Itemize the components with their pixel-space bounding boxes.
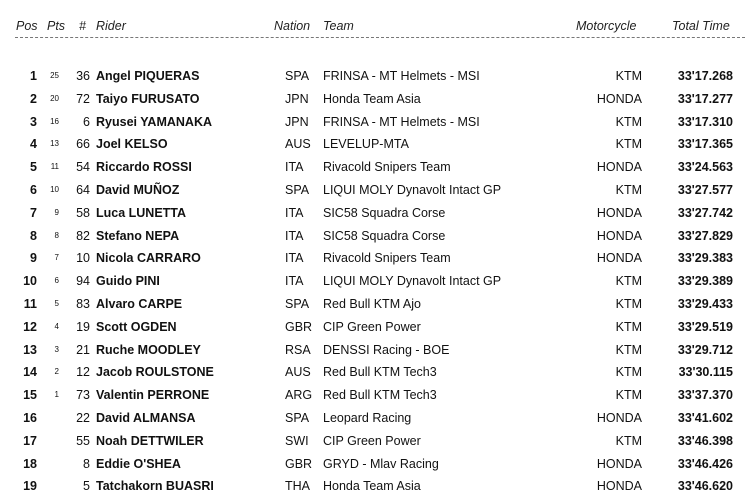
cell-team: Honda Team Asia [323,479,421,494]
cell-motorcycle: HONDA [596,91,642,106]
cell-motorcycle: KTM [615,274,642,289]
cell-rider-name: Ruche MOODLEY [96,342,201,357]
cell-total-time: 33'37.370 [677,388,733,403]
cell-position: 1 [30,69,37,83]
cell-total-time: 33'17.365 [677,137,733,152]
cell-team: DENSSI Racing - BOE [323,342,450,357]
cell-total-time: 33'29.519 [677,319,733,334]
cell-rider-name: Nicola CARRARO [96,251,201,266]
cell-position: 15 [23,388,37,403]
cell-points: 9 [54,207,59,217]
cell-rider-name: Ryusei YAMANAKA [96,114,213,129]
cell-motorcycle: HONDA [596,479,642,494]
cell-nation: JPN [285,91,309,106]
cell-total-time: 33'27.742 [677,205,733,220]
cell-total-time: 33'27.577 [677,183,733,197]
cell-rider-name: Alvaro CARPE [96,297,183,311]
cell-total-time: 33'17.268 [677,69,733,83]
cell-points: 16 [50,116,59,126]
header-rider: Rider [96,19,126,33]
cell-position: 9 [30,251,37,266]
cell-team: FRINSA - MT Helmets - MSI [323,69,480,83]
cell-rider-number: 22 [76,411,90,425]
cell-position: 3 [30,114,37,129]
cell-nation: ARG [285,388,313,403]
cell-motorcycle: KTM [615,297,642,311]
cell-rider-name: Taiyo FURUSATO [96,91,200,106]
table-row [0,137,745,159]
cell-nation: SPA [285,411,310,425]
cell-position: 8 [30,228,37,243]
cell-team: GRYD - Mlav Racing [323,456,439,471]
table-row [0,320,745,342]
cell-motorcycle: KTM [615,433,642,448]
header-team: Team [323,19,354,33]
cell-motorcycle: KTM [615,388,642,403]
cell-position: 19 [23,479,37,494]
cell-team: Leopard Racing [323,411,412,425]
cell-rider-name: Angel PIQUERAS [96,69,200,83]
header-num: # [79,19,86,33]
cell-team: LIQUI MOLY Dynavolt Intact GP [323,183,502,197]
cell-rider-name: Valentin PERRONE [96,388,210,403]
cell-rider-number: 12 [76,365,90,380]
cell-rider-number: 10 [76,251,90,266]
cell-nation: AUS [285,137,311,152]
header-motorcycle: Motorcycle [576,19,637,33]
table-row [0,457,745,479]
cell-rider-name: Stefano NEPA [96,228,180,243]
cell-nation: ITA [285,274,304,289]
cell-nation: JPN [285,114,309,129]
cell-nation: ITA [285,251,304,266]
cell-nation: SPA [285,69,310,83]
cell-total-time: 33'17.277 [677,91,733,106]
header-nation: Nation [274,19,311,33]
cell-rider-number: 54 [76,160,90,175]
cell-rider-number: 83 [76,297,90,311]
cell-total-time: 33'29.712 [677,342,733,357]
cell-points: 7 [54,253,59,263]
cell-rider-number: 72 [76,91,90,106]
cell-rider-number: 55 [76,433,90,448]
cell-team: Red Bull KTM Tech3 [323,365,437,380]
cell-nation: ITA [285,228,304,243]
cell-points: 3 [54,344,59,354]
cell-points: 10 [50,185,59,194]
cell-motorcycle: KTM [615,319,642,334]
cell-points: 1 [54,390,59,400]
cell-total-time: 33'46.398 [677,433,733,448]
cell-total-time: 33'46.620 [677,479,733,494]
cell-position: 6 [30,183,37,197]
cell-points: 5 [54,299,59,308]
cell-team: LIQUI MOLY Dynavolt Intact GP [323,274,502,289]
cell-points: 4 [54,321,59,331]
cell-motorcycle: HONDA [596,205,642,220]
cell-rider-number: 8 [83,456,90,471]
table-row [0,92,745,114]
cell-nation: GBR [285,456,313,471]
cell-total-time: 33'29.389 [677,274,733,289]
cell-rider-name: Eddie O'SHEA [96,456,181,471]
cell-rider-name: David ALMANSA [96,411,196,425]
cell-motorcycle: HONDA [596,456,642,471]
cell-nation: ITA [285,160,304,175]
table-row [0,183,745,205]
table-row [0,274,745,296]
cell-motorcycle: KTM [615,137,642,152]
cell-points: 11 [50,162,59,172]
table-row [0,251,745,273]
cell-total-time: 33'46.426 [677,456,733,471]
cell-nation: ITA [285,205,304,220]
cell-team: LEVELUP-MTA [323,137,409,152]
cell-total-time: 33'27.829 [677,228,733,243]
cell-team: SIC58 Squadra Corse [323,228,446,243]
cell-position: 5 [30,160,37,175]
cell-position: 11 [23,297,37,311]
header-total-time: Total Time [672,19,730,33]
cell-rider-number: 73 [76,388,90,403]
cell-nation: AUS [285,365,311,380]
cell-points: 8 [54,230,59,240]
cell-rider-number: 21 [76,342,90,357]
cell-motorcycle: HONDA [596,160,642,175]
cell-position: 13 [23,342,37,357]
table-row [0,343,745,365]
cell-team: Rivacold Snipers Team [323,160,451,175]
cell-team: Red Bull KTM Ajo [323,297,421,311]
cell-position: 7 [30,205,37,220]
cell-position: 17 [23,433,37,448]
cell-rider-name: Guido PINI [96,274,160,289]
cell-rider-name: Luca LUNETTA [96,205,187,220]
cell-total-time: 33'30.115 [678,365,733,380]
table-row [0,206,745,228]
cell-position: 14 [23,365,37,380]
cell-total-time: 33'41.602 [677,411,733,425]
cell-team: SIC58 Squadra Corse [323,205,446,220]
cell-rider-name: David MUÑOZ [96,183,180,197]
cell-points: 6 [54,276,59,286]
cell-motorcycle: HONDA [596,228,642,243]
cell-motorcycle: KTM [615,365,642,380]
cell-motorcycle: KTM [615,342,642,357]
header-divider [15,37,745,38]
cell-rider-number: 6 [83,114,90,129]
header-pos: Pos [16,19,38,33]
cell-position: 4 [30,137,37,152]
cell-motorcycle: KTM [615,69,642,83]
table-row [0,388,745,410]
cell-rider-number: 5 [83,479,90,494]
cell-rider-name: Scott OGDEN [96,319,177,334]
cell-nation: THA [285,479,310,494]
cell-rider-number: 19 [76,319,90,334]
cell-motorcycle: HONDA [596,251,642,266]
cell-team: Rivacold Snipers Team [323,251,451,266]
cell-points: 13 [50,139,59,149]
cell-rider-name: Noah DETTWILER [96,433,204,448]
cell-team: Honda Team Asia [323,91,421,106]
cell-position: 16 [23,411,37,425]
cell-position: 2 [30,91,37,106]
table-row [0,297,745,319]
table-row [0,365,745,387]
cell-nation: SPA [285,183,310,197]
table-row [0,69,745,91]
cell-total-time: 33'17.310 [677,114,733,129]
header-pts: Pts [47,19,66,33]
cell-points: 20 [50,93,59,103]
cell-motorcycle: KTM [615,183,642,197]
table-row [0,411,745,433]
cell-points: 2 [54,367,59,377]
cell-rider-name: Jacob ROULSTONE [96,365,214,380]
table-header [0,19,745,35]
table-row [0,229,745,251]
cell-rider-number: 94 [76,274,90,289]
cell-team: CIP Green Power [323,319,421,334]
cell-rider-name: Joel KELSO [96,137,168,152]
table-row [0,160,745,182]
cell-rider-name: Tatchakorn BUASRI [96,479,214,494]
cell-rider-number: 36 [76,69,90,83]
cell-position: 10 [23,274,37,289]
cell-total-time: 33'29.383 [677,251,733,266]
cell-rider-number: 66 [76,137,90,152]
cell-motorcycle: KTM [615,114,642,129]
cell-team: FRINSA - MT Helmets - MSI [323,114,480,129]
cell-total-time: 33'29.433 [677,297,733,311]
table-row [0,434,745,456]
cell-position: 12 [23,319,37,334]
cell-nation: GBR [285,319,313,334]
cell-rider-number: 82 [76,228,90,243]
cell-nation: RSA [285,342,311,357]
cell-team: Red Bull KTM Tech3 [323,388,437,403]
cell-rider-number: 64 [76,183,90,197]
cell-nation: SPA [285,297,310,311]
cell-nation: SWI [285,433,309,448]
cell-rider-name: Riccardo ROSSI [96,160,192,175]
cell-motorcycle: HONDA [596,411,642,425]
table-row [0,479,745,501]
cell-team: CIP Green Power [323,433,421,448]
cell-total-time: 33'24.563 [677,160,733,175]
table-row [0,115,745,137]
cell-points: 25 [50,71,59,80]
cell-rider-number: 58 [76,205,90,220]
cell-position: 18 [23,456,37,471]
